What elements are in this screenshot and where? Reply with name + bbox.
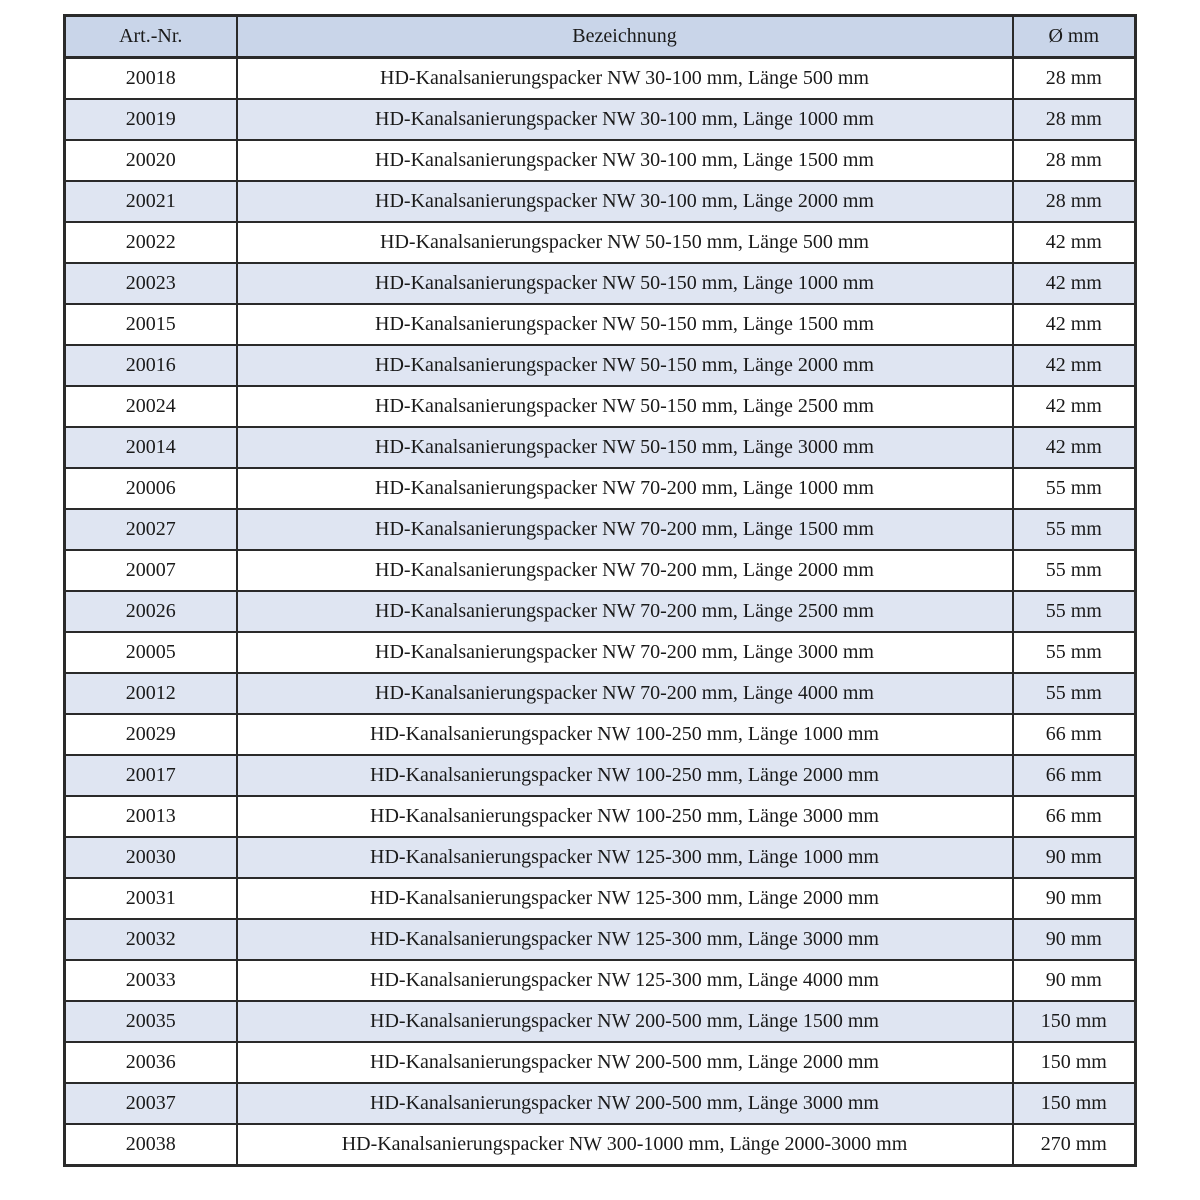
cell-art-nr: 20023 — [65, 263, 237, 304]
cell-description: HD-Kanalsanierungspacker NW 100-250 mm, Länge 2000 mm — [237, 755, 1013, 796]
cell-description: HD-Kanalsanierungspacker NW 50-150 mm, Länge 2500 mm — [237, 386, 1013, 427]
table-row — [65, 509, 1136, 550]
cell-art-nr: 20019 — [65, 99, 237, 140]
table-row — [65, 140, 1136, 181]
cell-diameter: 42 mm — [1013, 222, 1136, 263]
cell-art-nr: 20006 — [65, 468, 237, 509]
header-diameter: Ø mm — [1013, 16, 1136, 58]
cell-diameter: 90 mm — [1013, 919, 1136, 960]
table-row — [65, 468, 1136, 509]
cell-description: HD-Kanalsanierungspacker NW 50-150 mm, Länge 1500 mm — [237, 304, 1013, 345]
cell-art-nr: 20027 — [65, 509, 237, 550]
cell-diameter: 150 mm — [1013, 1042, 1136, 1083]
table-row — [65, 1001, 1136, 1042]
cell-description: HD-Kanalsanierungspacker NW 30-100 mm, Länge 500 mm — [237, 58, 1013, 100]
cell-art-nr: 20033 — [65, 960, 237, 1001]
cell-diameter: 90 mm — [1013, 960, 1136, 1001]
cell-description: HD-Kanalsanierungspacker NW 125-300 mm, Länge 4000 mm — [237, 960, 1013, 1001]
table-row — [65, 632, 1136, 673]
cell-art-nr: 20021 — [65, 181, 237, 222]
cell-art-nr: 20037 — [65, 1083, 237, 1124]
table-row — [65, 960, 1136, 1001]
cell-diameter: 150 mm — [1013, 1001, 1136, 1042]
cell-art-nr: 20029 — [65, 714, 237, 755]
cell-diameter: 42 mm — [1013, 263, 1136, 304]
cell-art-nr: 20026 — [65, 591, 237, 632]
cell-description: HD-Kanalsanierungspacker NW 50-150 mm, Länge 500 mm — [237, 222, 1013, 263]
cell-description: HD-Kanalsanierungspacker NW 125-300 mm, Länge 3000 mm — [237, 919, 1013, 960]
cell-art-nr: 20018 — [65, 58, 237, 100]
cell-art-nr: 20032 — [65, 919, 237, 960]
table-row — [65, 181, 1136, 222]
table-row — [65, 837, 1136, 878]
cell-art-nr: 20012 — [65, 673, 237, 714]
cell-description: HD-Kanalsanierungspacker NW 50-150 mm, Länge 1000 mm — [237, 263, 1013, 304]
cell-art-nr: 20014 — [65, 427, 237, 468]
cell-art-nr: 20022 — [65, 222, 237, 263]
cell-art-nr: 20030 — [65, 837, 237, 878]
cell-description: HD-Kanalsanierungspacker NW 125-300 mm, Länge 2000 mm — [237, 878, 1013, 919]
cell-diameter: 55 mm — [1013, 673, 1136, 714]
table-row — [65, 1124, 1136, 1166]
table-row — [65, 1042, 1136, 1083]
table-row — [65, 263, 1136, 304]
cell-description: HD-Kanalsanierungspacker NW 50-150 mm, Länge 2000 mm — [237, 345, 1013, 386]
cell-description: HD-Kanalsanierungspacker NW 200-500 mm, Länge 3000 mm — [237, 1083, 1013, 1124]
cell-description: HD-Kanalsanierungspacker NW 30-100 mm, Länge 2000 mm — [237, 181, 1013, 222]
cell-art-nr: 20024 — [65, 386, 237, 427]
cell-diameter: 28 mm — [1013, 99, 1136, 140]
cell-art-nr: 20035 — [65, 1001, 237, 1042]
table-row — [65, 304, 1136, 345]
cell-description: HD-Kanalsanierungspacker NW 50-150 mm, Länge 3000 mm — [237, 427, 1013, 468]
cell-description: HD-Kanalsanierungspacker NW 70-200 mm, Länge 1500 mm — [237, 509, 1013, 550]
table-body — [65, 58, 1136, 1166]
cell-description: HD-Kanalsanierungspacker NW 125-300 mm, Länge 1000 mm — [237, 837, 1013, 878]
cell-diameter: 42 mm — [1013, 386, 1136, 427]
cell-description: HD-Kanalsanierungspacker NW 70-200 mm, Länge 2000 mm — [237, 550, 1013, 591]
table-row — [65, 755, 1136, 796]
cell-description: HD-Kanalsanierungspacker NW 200-500 mm, Länge 2000 mm — [237, 1042, 1013, 1083]
cell-art-nr: 20016 — [65, 345, 237, 386]
table-row — [65, 99, 1136, 140]
table-row — [65, 550, 1136, 591]
cell-description: HD-Kanalsanierungspacker NW 30-100 mm, Länge 1000 mm — [237, 99, 1013, 140]
cell-description: HD-Kanalsanierungspacker NW 70-200 mm, Länge 4000 mm — [237, 673, 1013, 714]
cell-diameter: 28 mm — [1013, 58, 1136, 100]
cell-diameter: 28 mm — [1013, 181, 1136, 222]
table-row — [65, 222, 1136, 263]
cell-diameter: 28 mm — [1013, 140, 1136, 181]
table-row — [65, 386, 1136, 427]
table-row — [65, 878, 1136, 919]
table-row — [65, 591, 1136, 632]
cell-description: HD-Kanalsanierungspacker NW 200-500 mm, Länge 1500 mm — [237, 1001, 1013, 1042]
cell-diameter: 90 mm — [1013, 878, 1136, 919]
cell-diameter: 270 mm — [1013, 1124, 1136, 1166]
header-bezeichnung: Bezeichnung — [237, 16, 1013, 58]
table-row — [65, 796, 1136, 837]
cell-description: HD-Kanalsanierungspacker NW 70-200 mm, Länge 1000 mm — [237, 468, 1013, 509]
cell-diameter: 55 mm — [1013, 468, 1136, 509]
cell-art-nr: 20038 — [65, 1124, 237, 1166]
cell-diameter: 90 mm — [1013, 837, 1136, 878]
cell-diameter: 150 mm — [1013, 1083, 1136, 1124]
cell-diameter: 66 mm — [1013, 755, 1136, 796]
cell-diameter: 55 mm — [1013, 632, 1136, 673]
cell-diameter: 42 mm — [1013, 304, 1136, 345]
table-row — [65, 714, 1136, 755]
table-row — [65, 673, 1136, 714]
cell-diameter: 66 mm — [1013, 796, 1136, 837]
header-row — [65, 16, 1136, 58]
table-row — [65, 919, 1136, 960]
cell-description: HD-Kanalsanierungspacker NW 70-200 mm, Länge 3000 mm — [237, 632, 1013, 673]
cell-art-nr: 20007 — [65, 550, 237, 591]
table-row — [65, 1083, 1136, 1124]
cell-diameter: 55 mm — [1013, 550, 1136, 591]
cell-description: HD-Kanalsanierungspacker NW 100-250 mm, Länge 1000 mm — [237, 714, 1013, 755]
cell-diameter: 42 mm — [1013, 427, 1136, 468]
cell-description: HD-Kanalsanierungspacker NW 30-100 mm, Länge 1500 mm — [237, 140, 1013, 181]
cell-diameter: 42 mm — [1013, 345, 1136, 386]
cell-art-nr: 20015 — [65, 304, 237, 345]
cell-diameter: 66 mm — [1013, 714, 1136, 755]
table-row — [65, 427, 1136, 468]
cell-description: HD-Kanalsanierungspacker NW 70-200 mm, Länge 2500 mm — [237, 591, 1013, 632]
table-header — [65, 16, 1136, 58]
cell-art-nr: 20005 — [65, 632, 237, 673]
cell-diameter: 55 mm — [1013, 509, 1136, 550]
header-art-nr: Art.-Nr. — [65, 16, 237, 58]
table-row — [65, 58, 1136, 100]
cell-art-nr: 20017 — [65, 755, 237, 796]
cell-art-nr: 20031 — [65, 878, 237, 919]
cell-art-nr: 20020 — [65, 140, 237, 181]
cell-art-nr: 20036 — [65, 1042, 237, 1083]
product-table — [63, 14, 1137, 1167]
cell-description: HD-Kanalsanierungspacker NW 300-1000 mm, Länge 2000-3000 mm — [237, 1124, 1013, 1166]
cell-description: HD-Kanalsanierungspacker NW 100-250 mm, Länge 3000 mm — [237, 796, 1013, 837]
cell-diameter: 55 mm — [1013, 591, 1136, 632]
table-row — [65, 345, 1136, 386]
cell-art-nr: 20013 — [65, 796, 237, 837]
